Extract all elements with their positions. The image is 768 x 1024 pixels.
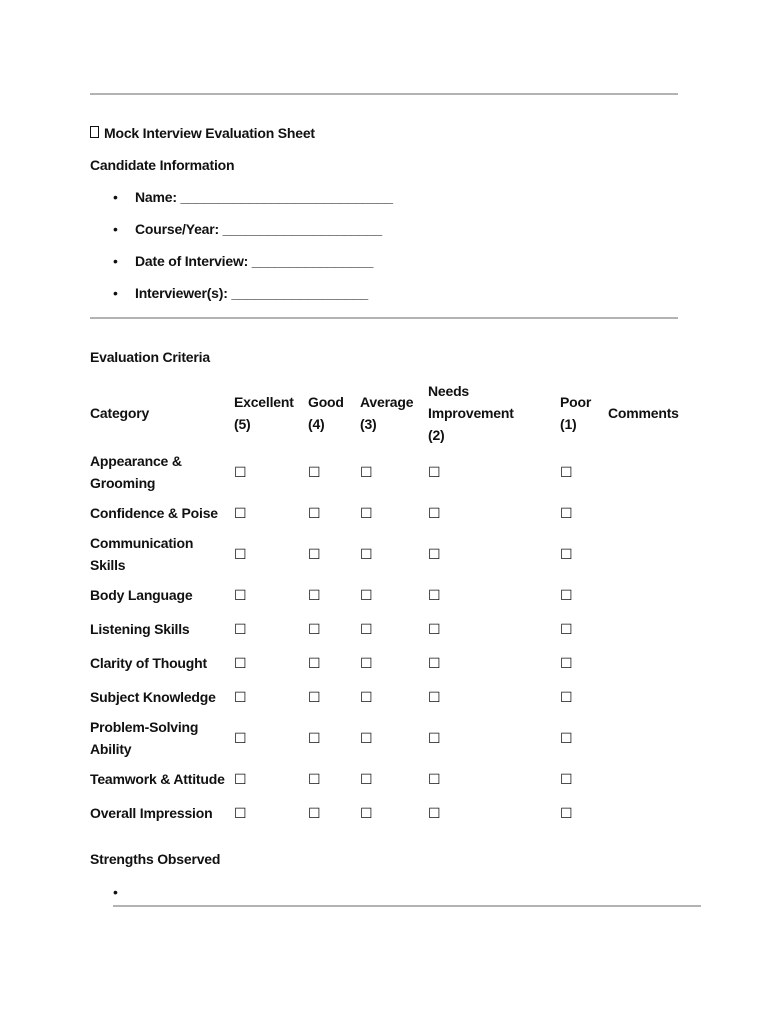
checkbox-excellent[interactable]: ☐ — [234, 464, 247, 481]
checkbox-average[interactable]: ☐ — [360, 730, 373, 747]
strength-line — [113, 905, 701, 907]
checkbox-excellent[interactable]: ☐ — [234, 771, 247, 788]
criterion-label: Confidence & Poise — [90, 505, 218, 521]
rating-cell-good — [306, 448, 358, 496]
rating-cell-good — [306, 496, 358, 530]
comments-cell[interactable] — [606, 578, 690, 612]
rating-cell-needs-improvement — [426, 448, 558, 496]
table-row — [88, 796, 690, 830]
rating-cell-needs-improvement — [426, 714, 558, 762]
criterion-label: Problem-Solving Ability — [90, 719, 199, 757]
rating-cell-excellent — [232, 762, 306, 796]
section-divider — [90, 317, 678, 319]
comments-cell[interactable] — [606, 714, 690, 762]
rating-cell-needs-improvement — [426, 530, 558, 578]
rating-cell-average — [358, 714, 426, 762]
rating-cell-good — [306, 714, 358, 762]
comments-cell[interactable] — [606, 448, 690, 496]
rating-cell-good — [306, 530, 358, 578]
rating-cell-average — [358, 762, 426, 796]
checkbox-good[interactable]: ☐ — [308, 464, 321, 481]
rating-cell-excellent — [232, 578, 306, 612]
comments-cell[interactable] — [606, 612, 690, 646]
comments-cell[interactable] — [606, 530, 690, 578]
table-row — [88, 530, 690, 578]
header-needs-improvement: Needs Improvement (2) — [428, 383, 514, 443]
checkbox-needs-improvement[interactable]: ☐ — [428, 805, 441, 822]
candidate-info-heading: Candidate Information — [90, 157, 235, 173]
rating-cell-poor — [558, 714, 606, 762]
header-comments: Comments — [608, 405, 679, 421]
checkbox-poor[interactable]: ☐ — [560, 621, 573, 638]
checkbox-needs-improvement[interactable]: ☐ — [428, 464, 441, 481]
checkbox-poor[interactable]: ☐ — [560, 505, 573, 522]
rating-cell-excellent — [232, 448, 306, 496]
strengths-heading: Strengths Observed — [90, 851, 221, 867]
checkbox-excellent[interactable]: ☐ — [234, 546, 247, 563]
checkbox-needs-improvement[interactable]: ☐ — [428, 621, 441, 638]
rating-cell-excellent — [232, 680, 306, 714]
page-title — [90, 125, 315, 141]
rating-cell-excellent — [232, 530, 306, 578]
checkbox-poor[interactable]: ☐ — [560, 771, 573, 788]
rating-cell-needs-improvement — [426, 612, 558, 646]
checkbox-good[interactable]: ☐ — [308, 621, 321, 638]
criterion-label: Overall Impression — [90, 805, 213, 821]
checkbox-needs-improvement[interactable]: ☐ — [428, 730, 441, 747]
table-row — [88, 762, 690, 796]
comments-cell[interactable] — [606, 680, 690, 714]
evaluation-table — [88, 378, 690, 830]
table-header-row — [88, 378, 690, 448]
checkbox-good[interactable]: ☐ — [308, 587, 321, 604]
comments-cell[interactable] — [606, 796, 690, 830]
rating-cell-average — [358, 796, 426, 830]
checkbox-average[interactable]: ☐ — [360, 464, 373, 481]
checkbox-excellent[interactable]: ☐ — [234, 730, 247, 747]
criterion-label: Teamwork & Attitude — [90, 771, 225, 787]
interviewer-field[interactable]: • Interviewer(s): __________________ — [113, 285, 393, 317]
rating-cell-good — [306, 762, 358, 796]
rating-cell-excellent — [232, 714, 306, 762]
rating-cell-needs-improvement — [426, 646, 558, 680]
checkbox-needs-improvement[interactable]: ☐ — [428, 546, 441, 563]
title-text: Mock Interview Evaluation Sheet — [104, 125, 315, 141]
header-average: Average (3) — [360, 394, 414, 432]
rating-cell-needs-improvement — [426, 578, 558, 612]
rating-cell-good — [306, 612, 358, 646]
checkbox-average[interactable]: ☐ — [360, 655, 373, 672]
rating-cell-excellent — [232, 646, 306, 680]
comments-cell[interactable] — [606, 762, 690, 796]
rating-cell-good — [306, 796, 358, 830]
checkbox-needs-improvement[interactable]: ☐ — [428, 587, 441, 604]
rating-cell-poor — [558, 496, 606, 530]
checkbox-excellent[interactable]: ☐ — [234, 689, 247, 706]
table-row — [88, 578, 690, 612]
checkbox-poor[interactable]: ☐ — [560, 805, 573, 822]
table-row — [88, 612, 690, 646]
checkbox-average[interactable]: ☐ — [360, 805, 373, 822]
rating-cell-poor — [558, 578, 606, 612]
table-row — [88, 496, 690, 530]
clipboard-icon — [90, 125, 102, 141]
checkbox-good[interactable]: ☐ — [308, 655, 321, 672]
rating-cell-average — [358, 612, 426, 646]
header-category: Category — [90, 405, 150, 421]
comments-cell[interactable] — [606, 646, 690, 680]
evaluation-heading: Evaluation Criteria — [90, 349, 210, 365]
checkbox-excellent[interactable]: ☐ — [234, 655, 247, 672]
interview-date-field[interactable]: • Date of Interview: ________________ — [113, 253, 393, 285]
checkbox-poor[interactable]: ☐ — [560, 730, 573, 747]
checkbox-good[interactable]: ☐ — [308, 730, 321, 747]
checkbox-excellent[interactable]: ☐ — [234, 805, 247, 822]
checkbox-average[interactable]: ☐ — [360, 587, 373, 604]
checkbox-excellent[interactable]: ☐ — [234, 505, 247, 522]
criterion-label: Listening Skills — [90, 621, 190, 637]
criterion-label: Body Language — [90, 587, 193, 603]
rating-cell-poor — [558, 680, 606, 714]
candidate-field-list — [113, 189, 393, 317]
checkbox-needs-improvement[interactable]: ☐ — [428, 689, 441, 706]
checkbox-average[interactable]: ☐ — [360, 546, 373, 563]
rating-cell-average — [358, 496, 426, 530]
table-row — [88, 714, 690, 762]
rating-cell-poor — [558, 612, 606, 646]
rating-cell-good — [306, 680, 358, 714]
name-field[interactable]: • Name: ____________________________ — [113, 189, 393, 221]
checkbox-poor[interactable]: ☐ — [560, 689, 573, 706]
checkbox-excellent[interactable]: ☐ — [234, 587, 247, 604]
rating-cell-poor — [558, 762, 606, 796]
checkbox-average[interactable]: ☐ — [360, 771, 373, 788]
checkbox-average[interactable]: ☐ — [360, 621, 373, 638]
rating-cell-needs-improvement — [426, 680, 558, 714]
rating-cell-average — [358, 646, 426, 680]
rating-cell-average — [358, 448, 426, 496]
checkbox-excellent[interactable]: ☐ — [234, 621, 247, 638]
checkbox-needs-improvement[interactable]: ☐ — [428, 771, 441, 788]
course-year-field[interactable]: • Course/Year: _____________________ — [113, 221, 393, 253]
header-poor: Poor (1) — [560, 394, 592, 432]
header-excellent: Excellent (5) — [234, 394, 294, 432]
rating-cell-excellent — [232, 796, 306, 830]
checkbox-good[interactable]: ☐ — [308, 805, 321, 822]
criterion-label: Clarity of Thought — [90, 655, 207, 671]
comments-cell[interactable] — [606, 496, 690, 530]
rating-cell-needs-improvement — [426, 496, 558, 530]
rating-cell-good — [306, 578, 358, 612]
rating-cell-average — [358, 578, 426, 612]
table-row — [88, 680, 690, 714]
table-row — [88, 448, 690, 496]
checkbox-needs-improvement[interactable]: ☐ — [428, 505, 441, 522]
header-good: Good (4) — [308, 394, 344, 432]
criterion-label: Subject Knowledge — [90, 689, 216, 705]
checkbox-poor[interactable]: ☐ — [560, 464, 573, 481]
checkbox-poor[interactable]: ☐ — [560, 655, 573, 672]
rating-cell-excellent — [232, 496, 306, 530]
checkbox-good[interactable]: ☐ — [308, 689, 321, 706]
rating-cell-average — [358, 680, 426, 714]
checkbox-average[interactable]: ☐ — [360, 689, 373, 706]
criterion-label: Appearance & Grooming — [90, 453, 182, 491]
criterion-label: Communication Skills — [90, 535, 194, 573]
rating-cell-poor — [558, 646, 606, 680]
rating-cell-needs-improvement — [426, 762, 558, 796]
rating-cell-excellent — [232, 612, 306, 646]
rating-cell-good — [306, 646, 358, 680]
rating-cell-poor — [558, 530, 606, 578]
checkbox-average[interactable]: ☐ — [360, 505, 373, 522]
rating-cell-poor — [558, 796, 606, 830]
top-divider — [90, 93, 678, 95]
rating-cell-average — [358, 530, 426, 578]
table-row — [88, 646, 690, 680]
rating-cell-needs-improvement — [426, 796, 558, 830]
rating-cell-poor — [558, 448, 606, 496]
checkbox-good[interactable]: ☐ — [308, 505, 321, 522]
checkbox-poor[interactable]: ☐ — [560, 587, 573, 604]
checkbox-needs-improvement[interactable]: ☐ — [428, 655, 441, 672]
checkbox-poor[interactable]: ☐ — [560, 546, 573, 563]
checkbox-good[interactable]: ☐ — [308, 546, 321, 563]
checkbox-good[interactable]: ☐ — [308, 771, 321, 788]
